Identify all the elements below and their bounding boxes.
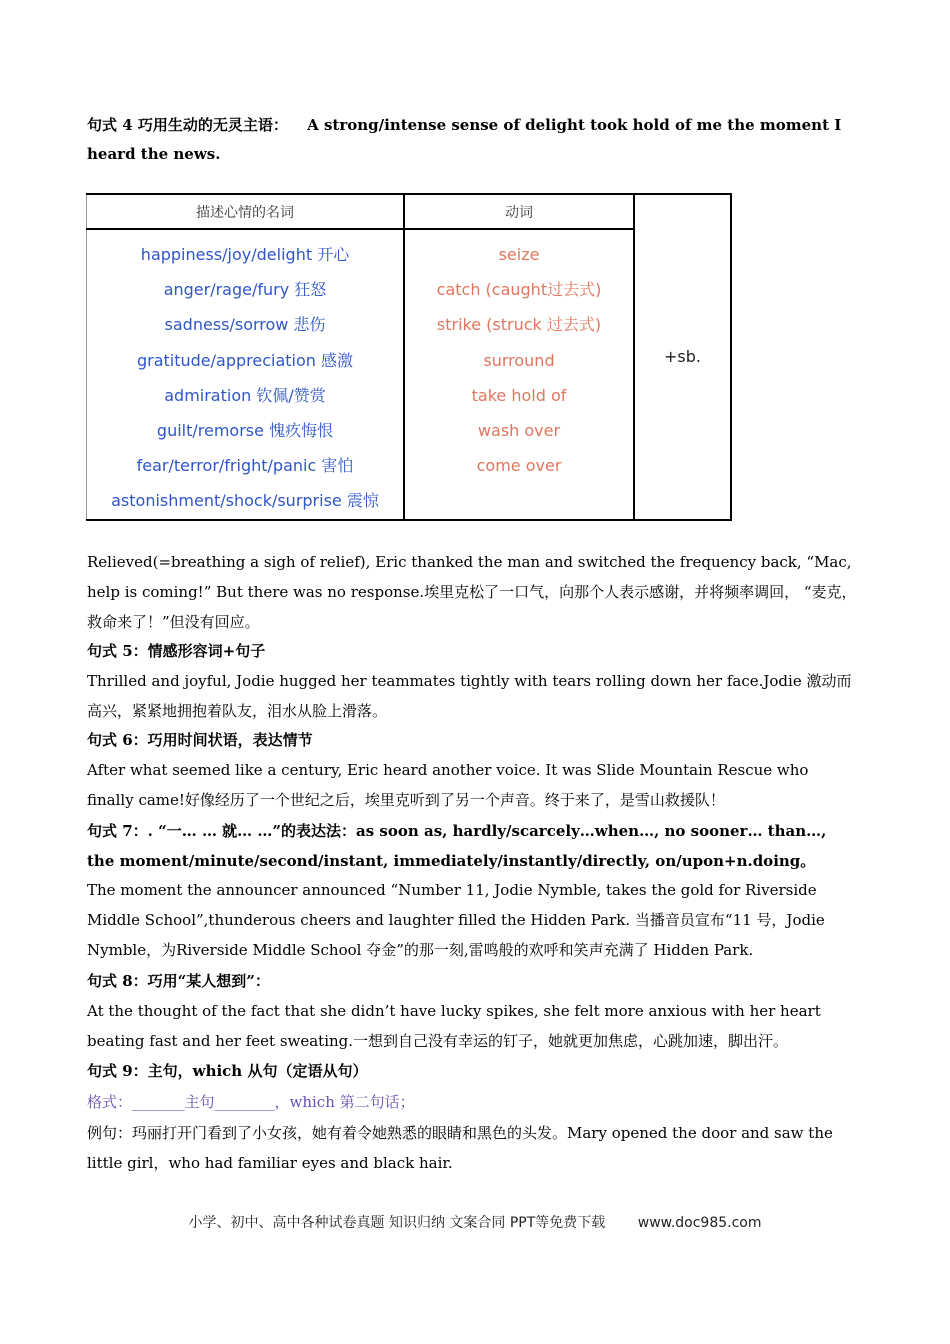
emotion-noun-verb-table (86, 193, 732, 509)
noun-item: admiration 钦佩/赞赏 (164, 385, 326, 405)
verb-item: come over (476, 456, 562, 476)
noun-list-cell (87, 229, 405, 520)
pattern-7-example: The moment the announcer announced “Number 11, Jodie Nymble, takes the gold for Riverside Middle School”,thunderous cheers and laughter filled the Hidden Park. 当播音员宣布“11 号，Jodie Nymble，为Riverside Middle School 夺金”的那一刻,雷鸣般的欢呼和笑声充满了 Hidden Park. (87, 881, 825, 959)
footer-text: 小学、初中、高中各种试卷真题 知识归纳 文案合同 PPT等免费下载 (188, 1215, 606, 1231)
pattern-6-title: 句式 6：巧用时间状语，表达情节 (87, 731, 313, 749)
pattern-7-title: 句式 7：. “一… … 就… …”的表达法：as soon as, hardly/scarcely…when…, no sooner… than…, the moment/minute/second/instant, immediately/instantly/directly, on/upon+n.doing。 (87, 822, 827, 870)
pattern-5-example: Thrilled and joyful, Jodie hugged her teammates tightly with tears rolling down her face.Jodie 激动而高兴，紧紧地拥抱着队友，泪水从脸上滑落。 (87, 672, 852, 720)
pattern-8-title: 句式 8：巧用“某人想到”： (87, 972, 270, 990)
footer-url[interactable]: www.doc985.com (637, 1215, 762, 1231)
noun-item: gratitude/appreciation 感激 (136, 350, 354, 370)
pattern-9-title: 句式 9：主句，which 从句（定语从句） (87, 1062, 368, 1080)
verb-item: catch (caught过去式) (436, 280, 602, 300)
sentence-pattern-4 (87, 111, 857, 169)
example-relieved: Relieved(=breathing a sigh of relief), Eric thanked the man and switched the frequency back, “Mac, help is coming!” But there was no response.埃里克松了一口气，向那个人表示感谢，并将频率调回， “麦克，救命来了！”但没有回应。 (87, 553, 857, 631)
verb-item: take hold of (471, 385, 567, 405)
pattern-6-example: After what seemed like a century, Eric heard another voice. It was Slide Mountain Rescue who finally came!好像经历了一个世纪之后，埃里克听到了另一个声音。终于来了，是雪山救援队！ (87, 761, 809, 809)
noun-item: sadness/sorrow 悲伤 (164, 315, 326, 335)
verb-list-cell (404, 229, 634, 520)
noun-item: happiness/joy/delight 开心 (140, 245, 350, 264)
header-emotion-nouns: 描述心情的名词 (87, 194, 405, 229)
verb-item: surround (483, 350, 555, 370)
noun-item: guilt/remorse 愧疚悔恨 (156, 420, 334, 440)
verb-item: wash over (477, 420, 561, 440)
object-cell (634, 194, 731, 520)
pattern-4-example: A strong/intense sense of delight took hold of me the moment I heard the news. (87, 116, 842, 163)
noun-item: fear/terror/fright/panic 害怕 (136, 456, 354, 476)
noun-item: anger/rage/fury 狂怒 (163, 280, 327, 300)
pattern-5-title: 句式 5：情感形容词+句子 (87, 642, 266, 660)
pattern-8-example: At the thought of the fact that she didn’t have lucky spikes, she felt more anxious with her heart beating fast and her feet sweating.一想到自己没有幸运的钉子，她就更加焦虑，心跳加速，脚出汗。 (87, 1002, 821, 1050)
verb-item: seize (498, 245, 540, 264)
pattern-4-label: 句式 4 巧用生动的无灵主语： (87, 116, 288, 134)
pattern-9-example: 例句：玛丽打开门看到了小女孩，她有着令她熟悉的眼睛和黑色的头发。Mary opened the door and saw the little girl，who had familiar eyes and black hair. (87, 1124, 833, 1172)
page-footer (0, 1212, 950, 1232)
header-verbs: 动词 (404, 194, 634, 229)
object-sb: +sb. (664, 347, 701, 367)
noun-item: astonishment/shock/surprise 震惊 (111, 491, 379, 511)
pattern-9-format: 格式：_______主句________，which 第二句话； (87, 1093, 415, 1111)
verb-item: strike (struck 过去式) (436, 315, 602, 335)
